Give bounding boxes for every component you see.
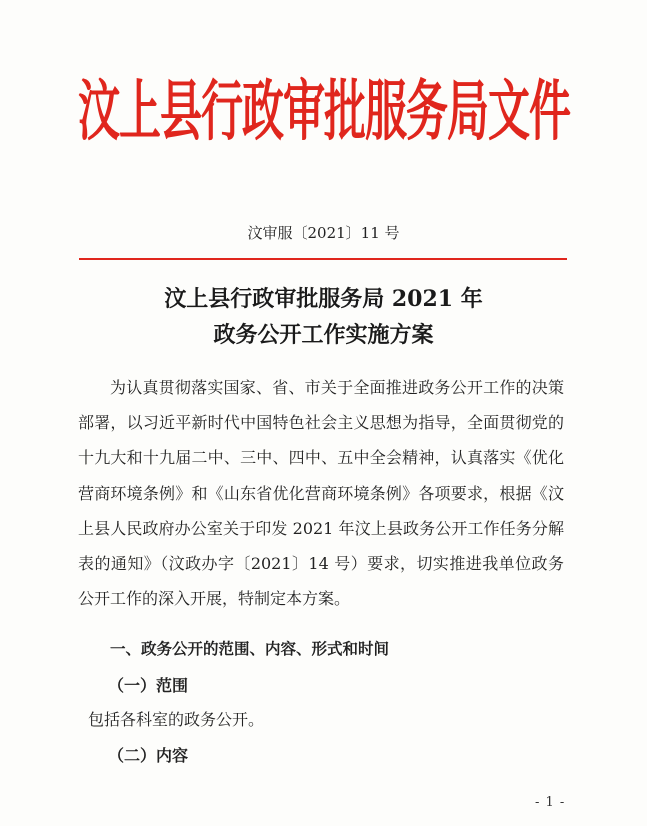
red-divider-line	[79, 258, 567, 260]
subsection-range-text: 包括各科室的政务公开。	[88, 710, 265, 729]
intro-paragraph: 为认真贯彻落实国家、省、市关于全面推进政务公开工作的决策部署，以习近平新时代中国特色社会主义思想为指导，全面贯彻党的十九大和十九届二中、三中、四中、五中全会精神，认真落实《优化营商环境条例》和《山东省优化营商环境条例》各项要求，根据《汶上县人民政府办公室关于印发 2021 年汶上县政务公开工作任务分解表的通知》（汶政办字〔2021〕14 号）要求，切实推进我单位政务公开工作的深入开展，特制定本方案。	[78, 378, 564, 609]
subsection-heading-content: （二）内容	[108, 746, 189, 765]
document-title-line-2: 政务公开工作实施方案	[213, 322, 434, 348]
section-heading-scope: 一、政务公开的范围、内容、形式和时间	[110, 640, 390, 658]
document-body	[78, 370, 564, 616]
document-number: 汶审服〔2021〕11 号	[247, 224, 400, 242]
page-number: - 1 -	[535, 795, 566, 810]
subsection-heading-range: （一）范围	[108, 676, 189, 695]
document-header-title: 汶上县行政审批服务局文件	[78, 73, 571, 149]
document-title-line-1: 汶上县行政审批服务局 2021 年	[164, 286, 483, 312]
